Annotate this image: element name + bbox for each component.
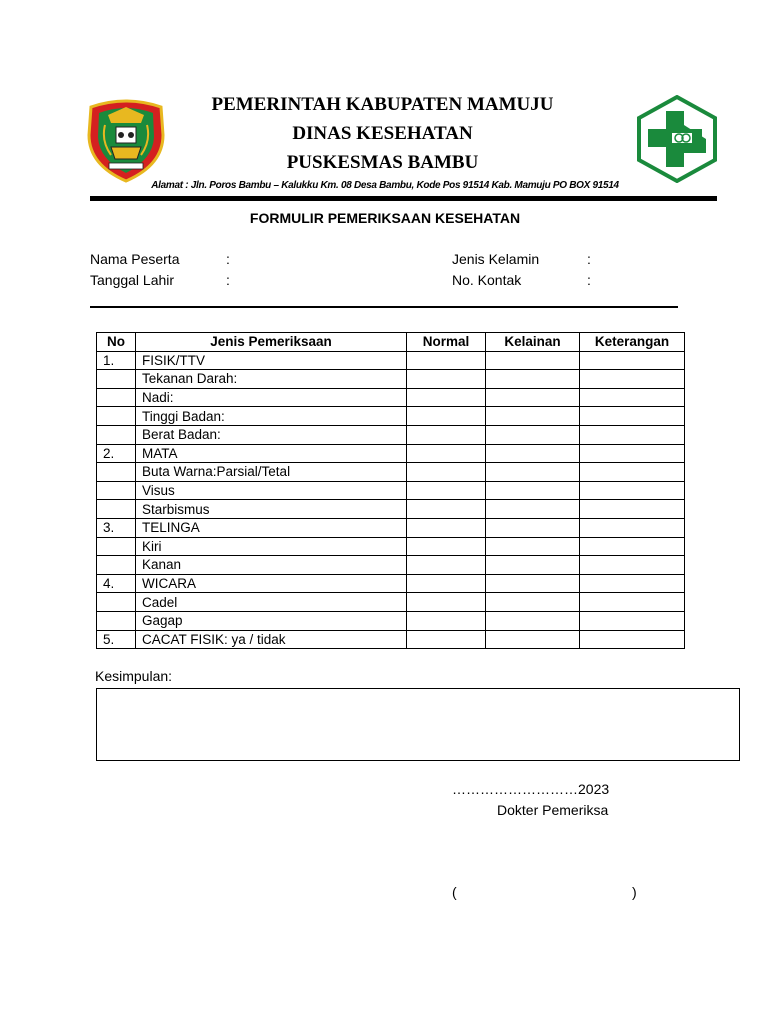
cell-normal[interactable] bbox=[407, 444, 486, 463]
header-address: Alamat : Jln. Poros Bambu – Kalukku Km. 08 Desa Bambu, Kode Pos 91514 Kab. Mamuju PO BOX 91514 bbox=[151, 180, 619, 191]
cell-kelainan[interactable] bbox=[486, 351, 580, 370]
cell-keterangan[interactable] bbox=[580, 500, 685, 519]
cell-no bbox=[97, 388, 136, 407]
cell-jenis-pemeriksaan: Gagap bbox=[136, 611, 407, 630]
cell-kelainan[interactable] bbox=[486, 463, 580, 482]
cell-kelainan[interactable] bbox=[486, 500, 580, 519]
cell-jenis-pemeriksaan: TELINGA bbox=[136, 518, 407, 537]
header-divider bbox=[90, 196, 717, 201]
cell-jenis-pemeriksaan: CACAT FISIK: ya / tidak bbox=[136, 630, 407, 649]
kesimpulan-box[interactable] bbox=[96, 688, 740, 761]
cell-no: 1. bbox=[97, 351, 136, 370]
signature-date-line: ………………………2023 bbox=[452, 781, 610, 797]
field-label-jenis-kelamin: Jenis Kelamin bbox=[452, 251, 540, 267]
cell-normal[interactable] bbox=[407, 593, 486, 612]
header-puskesmas: PUSKESMAS BAMBU bbox=[286, 152, 479, 173]
cell-keterangan[interactable] bbox=[580, 611, 685, 630]
cell-keterangan[interactable] bbox=[580, 574, 685, 593]
cell-kelainan[interactable] bbox=[486, 425, 580, 444]
cell-kelainan[interactable] bbox=[486, 444, 580, 463]
puskesmas-logo-icon bbox=[636, 95, 718, 183]
column-header-kelainan: Kelainan bbox=[486, 333, 580, 352]
field-label-no-kontak: No. Kontak bbox=[452, 272, 522, 288]
cell-jenis-pemeriksaan: Starbismus bbox=[136, 500, 407, 519]
cell-kelainan[interactable] bbox=[486, 630, 580, 649]
cell-no bbox=[97, 370, 136, 389]
table-row bbox=[97, 518, 685, 537]
cell-jenis-pemeriksaan: WICARA bbox=[136, 574, 407, 593]
signature-open-paren: ( bbox=[452, 884, 457, 900]
header-government: PEMERINTAH KABUPATEN MAMUJU bbox=[211, 94, 554, 115]
field-colon: : bbox=[226, 272, 230, 288]
cell-keterangan[interactable] bbox=[580, 444, 685, 463]
table-row bbox=[97, 463, 685, 482]
field-colon: : bbox=[226, 251, 230, 267]
cell-keterangan[interactable] bbox=[580, 556, 685, 575]
cell-kelainan[interactable] bbox=[486, 370, 580, 389]
cell-no bbox=[97, 463, 136, 482]
table-row bbox=[97, 444, 685, 463]
cell-jenis-pemeriksaan: Visus bbox=[136, 481, 407, 500]
cell-normal[interactable] bbox=[407, 388, 486, 407]
cell-kelainan[interactable] bbox=[486, 407, 580, 426]
cell-kelainan[interactable] bbox=[486, 481, 580, 500]
cell-normal[interactable] bbox=[407, 351, 486, 370]
cell-jenis-pemeriksaan: MATA bbox=[136, 444, 407, 463]
table-row bbox=[97, 556, 685, 575]
cell-no bbox=[97, 407, 136, 426]
table-header-row bbox=[97, 333, 685, 352]
cell-keterangan[interactable] bbox=[580, 425, 685, 444]
cell-kelainan[interactable] bbox=[486, 556, 580, 575]
cell-jenis-pemeriksaan: Kanan bbox=[136, 556, 407, 575]
examination-table bbox=[96, 332, 685, 649]
cell-no: 2. bbox=[97, 444, 136, 463]
cell-jenis-pemeriksaan: Buta Warna:Parsial/Tetal bbox=[136, 463, 407, 482]
field-colon: : bbox=[587, 251, 591, 267]
header-agency: DINAS KESEHATAN bbox=[292, 123, 473, 144]
cell-no bbox=[97, 611, 136, 630]
table-row bbox=[97, 537, 685, 556]
column-header-jenis-pemeriksaan: Jenis Pemeriksaan bbox=[136, 333, 407, 352]
cell-no bbox=[97, 593, 136, 612]
cell-no bbox=[97, 425, 136, 444]
cell-normal[interactable] bbox=[407, 370, 486, 389]
column-header-keterangan: Keterangan bbox=[580, 333, 685, 352]
cell-keterangan[interactable] bbox=[580, 463, 685, 482]
cell-normal[interactable] bbox=[407, 407, 486, 426]
cell-normal[interactable] bbox=[407, 500, 486, 519]
cell-jenis-pemeriksaan: Kiri bbox=[136, 537, 407, 556]
cell-keterangan[interactable] bbox=[580, 481, 685, 500]
cell-normal[interactable] bbox=[407, 537, 486, 556]
cell-normal[interactable] bbox=[407, 481, 486, 500]
cell-no: 4. bbox=[97, 574, 136, 593]
cell-keterangan[interactable] bbox=[580, 630, 685, 649]
cell-normal[interactable] bbox=[407, 574, 486, 593]
cell-no: 3. bbox=[97, 518, 136, 537]
cell-kelainan[interactable] bbox=[486, 518, 580, 537]
cell-no bbox=[97, 481, 136, 500]
cell-normal[interactable] bbox=[407, 556, 486, 575]
table-row bbox=[97, 425, 685, 444]
cell-keterangan[interactable] bbox=[580, 407, 685, 426]
cell-no bbox=[97, 556, 136, 575]
signature-role: Dokter Pemeriksa bbox=[497, 802, 609, 818]
field-colon: : bbox=[587, 272, 591, 288]
cell-kelainan[interactable] bbox=[486, 574, 580, 593]
cell-jenis-pemeriksaan: Tinggi Badan: bbox=[136, 407, 407, 426]
cell-normal[interactable] bbox=[407, 425, 486, 444]
signature-close-paren: ) bbox=[632, 884, 637, 900]
cell-jenis-pemeriksaan: Cadel bbox=[136, 593, 407, 612]
cell-normal[interactable] bbox=[407, 630, 486, 649]
cell-keterangan[interactable] bbox=[580, 537, 685, 556]
field-label-nama-peserta: Nama Peserta bbox=[90, 251, 180, 267]
cell-keterangan[interactable] bbox=[580, 370, 685, 389]
cell-keterangan[interactable] bbox=[580, 518, 685, 537]
table-row bbox=[97, 370, 685, 389]
table-row bbox=[97, 388, 685, 407]
cell-jenis-pemeriksaan: Tekanan Darah: bbox=[136, 370, 407, 389]
column-header-no: No bbox=[97, 333, 136, 352]
cell-normal[interactable] bbox=[407, 518, 486, 537]
cell-kelainan[interactable] bbox=[486, 537, 580, 556]
column-header-normal: Normal bbox=[407, 333, 486, 352]
kesimpulan-label: Kesimpulan: bbox=[95, 668, 173, 684]
cell-kelainan[interactable] bbox=[486, 388, 580, 407]
form-title: FORMULIR PEMERIKSAAN KESEHATAN bbox=[249, 210, 521, 226]
table-row bbox=[97, 593, 685, 612]
table-row bbox=[97, 481, 685, 500]
table-row bbox=[97, 574, 685, 593]
fields-divider bbox=[90, 306, 678, 308]
cell-kelainan[interactable] bbox=[486, 593, 580, 612]
cell-no: 5. bbox=[97, 630, 136, 649]
cell-normal[interactable] bbox=[407, 611, 486, 630]
cell-normal[interactable] bbox=[407, 463, 486, 482]
table-row bbox=[97, 500, 685, 519]
table-row bbox=[97, 407, 685, 426]
table-row bbox=[97, 630, 685, 649]
table-row bbox=[97, 351, 685, 370]
cell-keterangan[interactable] bbox=[580, 388, 685, 407]
field-label-tanggal-lahir: Tanggal Lahir bbox=[90, 272, 175, 288]
cell-keterangan[interactable] bbox=[580, 593, 685, 612]
cell-kelainan[interactable] bbox=[486, 611, 580, 630]
cell-jenis-pemeriksaan: FISIK/TTV bbox=[136, 351, 407, 370]
cell-keterangan[interactable] bbox=[580, 351, 685, 370]
cell-no bbox=[97, 500, 136, 519]
cell-jenis-pemeriksaan: Berat Badan: bbox=[136, 425, 407, 444]
cell-jenis-pemeriksaan: Nadi: bbox=[136, 388, 407, 407]
table-row bbox=[97, 611, 685, 630]
cell-no bbox=[97, 537, 136, 556]
